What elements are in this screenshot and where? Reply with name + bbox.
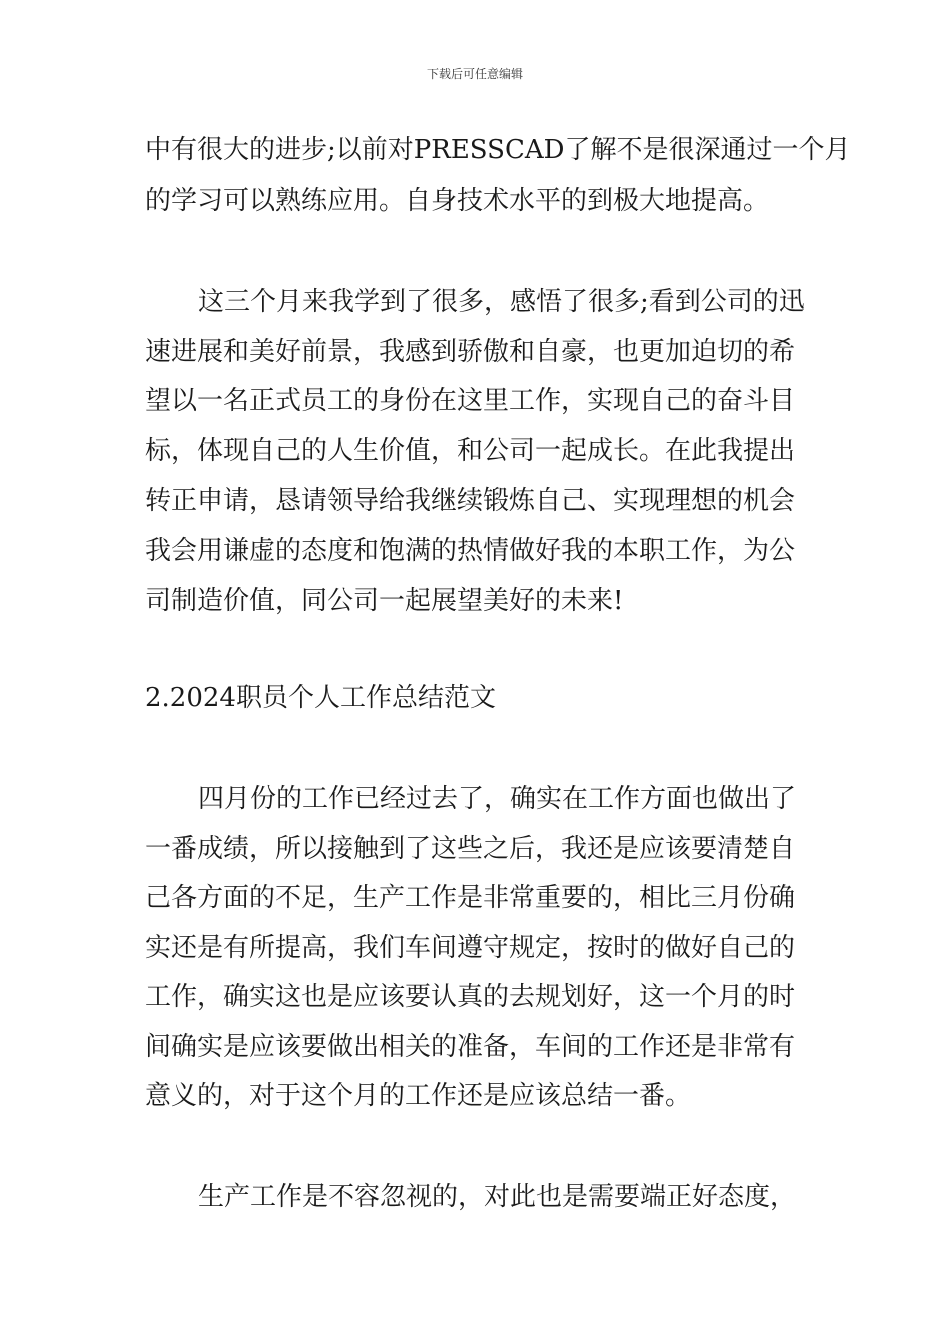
text-line: 司制造价值，同公司一起展望美好的未来! — [145, 586, 624, 616]
text-line: 实还是有所提高，我们车间遵守规定，按时的做好自己的 — [145, 933, 796, 963]
text-line: 四月份的工作已经过去了，确实在工作方面也做出了 — [198, 784, 797, 814]
text-line: 生产工作是不容忽视的，对此也是需要端正好态度， — [198, 1182, 797, 1212]
heading-line: 2.2024职员个人工作总结范文 — [145, 683, 496, 713]
text-line: 转正申请，恳请领导给我继续锻炼自己、实现理想的机会 — [145, 486, 796, 516]
text-line: 中有很大的进步;以前对PRESSCAD了解不是很深通过一个月 — [145, 135, 851, 165]
text-line: 望以一名正式员工的身份在这里工作，实现自己的奋斗目 — [145, 386, 796, 416]
text-line: 速进展和美好前景，我感到骄傲和自豪，也更加迫切的希 — [145, 337, 796, 367]
text-line: 一番成绩，所以接触到了这些之后，我还是应该要清楚自 — [145, 834, 796, 864]
text-line: 己各方面的不足，生产工作是非常重要的，相比三月份确 — [145, 883, 796, 913]
text-line: 间确实是应该要做出相关的准备，车间的工作还是非常有 — [145, 1032, 796, 1062]
text-line: 这三个月来我学到了很多，感悟了很多;看到公司的迅 — [198, 287, 805, 317]
page-header-note: 下载后可任意编辑 — [426, 67, 523, 81]
text-line: 标，体现自己的人生价值，和公司一起成长。在此我提出 — [145, 436, 796, 466]
text-line: 工作，确实这也是应该要认真的去规划好，这一个月的时 — [145, 982, 796, 1012]
text-line: 的学习可以熟练应用。自身技术水平的到极大地提高。 — [145, 186, 770, 216]
text-line: 我会用谦虚的态度和饱满的热情做好我的本职工作，为公 — [145, 536, 796, 566]
text-line: 意义的，对于这个月的工作还是应该总结一番。 — [145, 1081, 692, 1111]
